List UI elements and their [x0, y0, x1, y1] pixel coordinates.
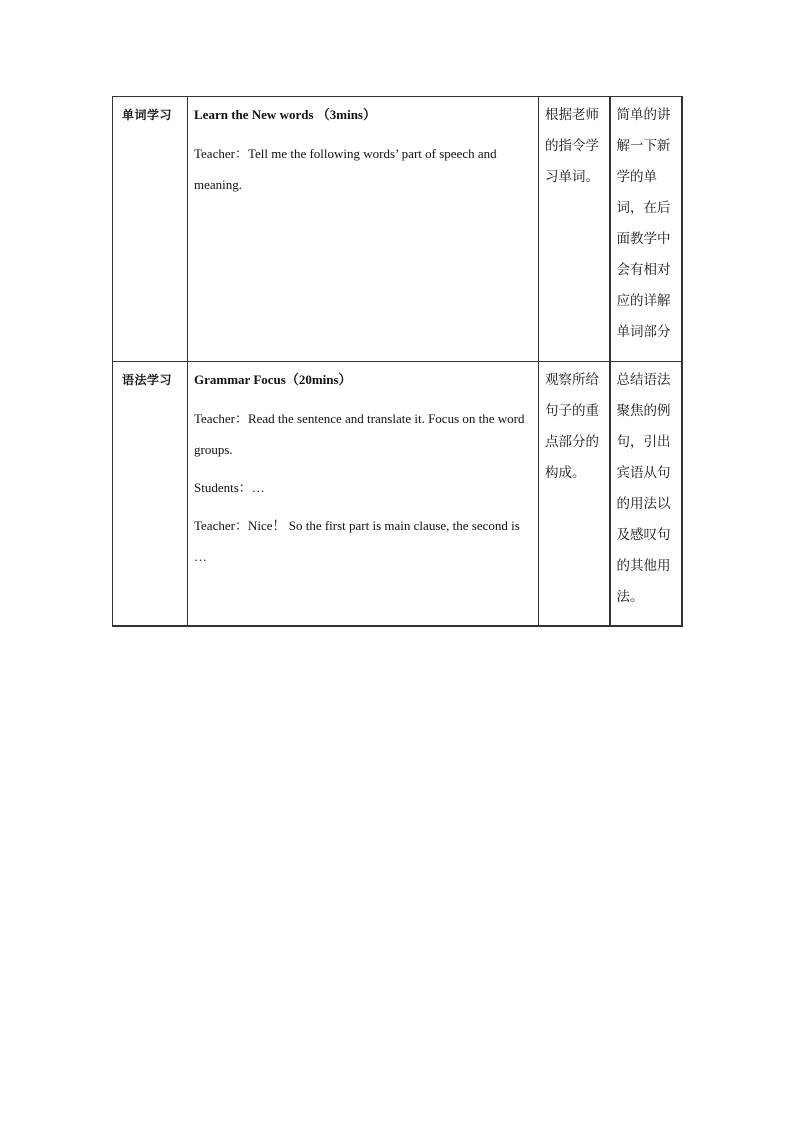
design-intent-text: 简单的讲解一下新学的单词，在后面教学中会有相对应的详解单词部分 — [616, 107, 671, 340]
table-row — [113, 362, 682, 626]
student-activity-text: 观察所给句子的重点部分的构成。 — [545, 372, 599, 481]
lesson-plan-table — [112, 96, 683, 627]
section-heading: Grammar Focus（20mins） — [194, 372, 352, 387]
design-intent-cell — [610, 97, 682, 362]
student-activity-cell — [539, 97, 610, 362]
student-activity-text: 根据老师的指令学习单词。 — [545, 107, 599, 185]
procedure-cell — [188, 362, 539, 626]
section-heading: Learn the New words （3mins） — [194, 107, 376, 122]
stage-cell — [113, 362, 188, 626]
dialogue-line: Teacher：Tell me the following words’ part of speech and meaning. — [194, 146, 497, 192]
stage-label: 语法学习 — [122, 373, 173, 387]
dialogue-line: Students：… — [194, 480, 265, 495]
table-row — [113, 97, 682, 362]
stage-cell — [113, 97, 188, 362]
design-intent-cell — [610, 362, 682, 626]
design-intent-text: 总结语法聚焦的例句，引出宾语从句的用法以及感叹句的其他用法。 — [616, 372, 671, 605]
procedure-cell — [188, 97, 539, 362]
student-activity-cell — [539, 362, 610, 626]
stage-label: 单词学习 — [122, 108, 173, 122]
dialogue-line: Teacher：Nice！ So the first part is main clause, the second is … — [194, 518, 520, 564]
dialogue-line: Teacher：Read the sentence and translate it. Focus on the word groups. — [194, 411, 525, 457]
